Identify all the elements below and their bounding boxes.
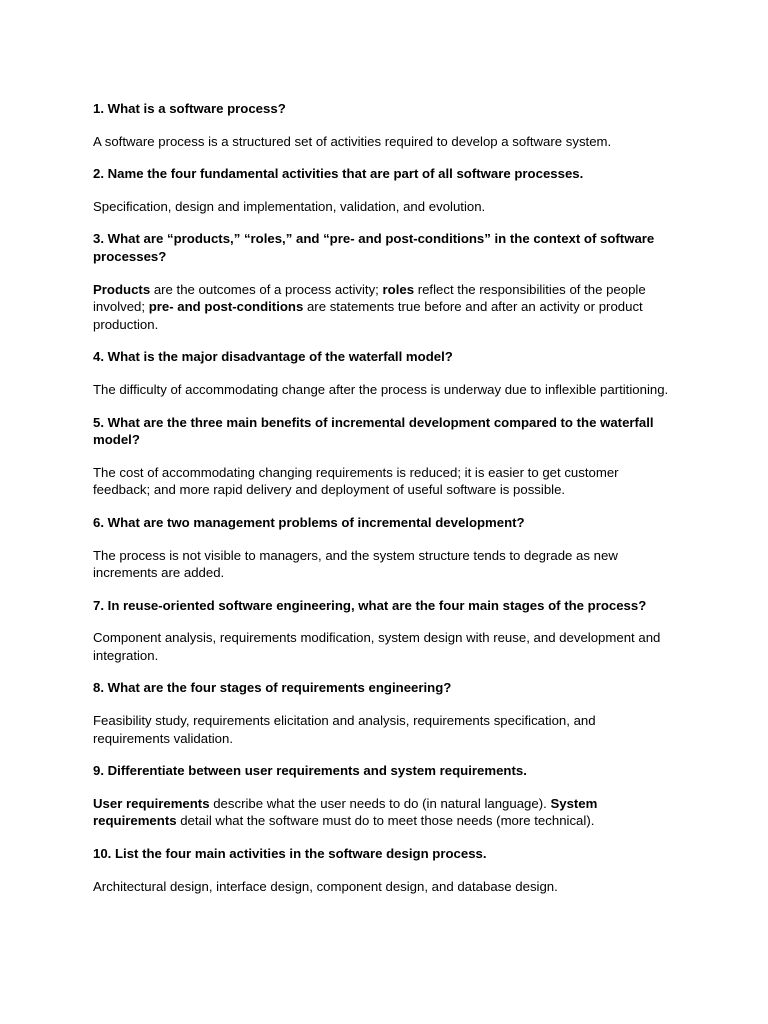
answer-text: Architectural design, interface design, component design, and database design. bbox=[93, 878, 558, 894]
answer-9 bbox=[93, 795, 673, 830]
answer-text: Specification, design and implementation, validation, and evolution. bbox=[93, 198, 486, 214]
answer-text: Component analysis, requirements modification, system design with reuse, and development and integration. bbox=[93, 630, 661, 663]
answer-text: The process is not visible to managers, and the system structure tends to degrade as new increments are added. bbox=[93, 547, 618, 581]
answer-bold-term: Products bbox=[93, 281, 151, 297]
question-10: 10. List the four main activities in the software design process. bbox=[93, 846, 487, 862]
answer-1 bbox=[93, 133, 673, 151]
answer-text: describe what the user needs to do (in natural language). bbox=[209, 795, 551, 811]
answer-text: are the outcomes of a process activity; bbox=[150, 281, 383, 297]
answer-bold-term: pre- and post-conditions bbox=[148, 299, 304, 315]
answer-bold-term: System requirements bbox=[93, 795, 598, 829]
question-2: 2. Name the four fundamental activities that are part of all software processes. bbox=[93, 166, 584, 182]
answer-bold-term: User requirements bbox=[93, 795, 210, 811]
answer-text: detail what the software must do to meet those needs (more technical). bbox=[176, 813, 595, 829]
answer-3 bbox=[93, 281, 673, 334]
answer-text: A software process is a structured set of activities required to develop a software system. bbox=[93, 133, 612, 149]
question-6: 6. What are two management problems of incremental development? bbox=[93, 514, 525, 530]
answer-10 bbox=[93, 878, 673, 896]
answer-text: The cost of accommodating changing requirements is reduced; it is easier to get customer feedback; and more rapid delivery and deployment of useful software is possible. bbox=[93, 464, 619, 498]
question-3: 3. What are “products,” “roles,” and “pre- and post-conditions” in the context of software processes? bbox=[93, 231, 655, 264]
question-7: 7. In reuse-oriented software engineering, what are the four main stages of the process? bbox=[93, 597, 647, 613]
answer-8 bbox=[93, 712, 673, 747]
question-9: 9. Differentiate between user requirements and system requirements. bbox=[93, 763, 527, 779]
answer-text: reflect the responsibilities of the people involved; bbox=[93, 281, 646, 315]
answer-2 bbox=[93, 198, 673, 216]
document-page bbox=[93, 100, 673, 910]
answer-7 bbox=[93, 629, 673, 664]
question-1: 1. What is a software process? bbox=[93, 101, 286, 116]
answer-4 bbox=[93, 381, 673, 399]
answer-text: are statements true before and after an activity or product production. bbox=[93, 299, 643, 332]
answer-bold-term: roles bbox=[382, 281, 415, 297]
question-8: 8. What are the four stages of requirements engineering? bbox=[93, 680, 452, 696]
answer-text: Feasibility study, requirements elicitation and analysis, requirements specification, and requirements validation. bbox=[93, 713, 596, 746]
answer-6 bbox=[93, 547, 673, 582]
question-4: 4. What is the major disadvantage of the waterfall model? bbox=[93, 349, 453, 365]
question-5: 5. What are the three main benefits of incremental development compared to the waterfall model? bbox=[93, 414, 654, 448]
answer-text: The difficulty of accommodating change after the process is underway due to inflexible partitioning. bbox=[93, 381, 669, 397]
answer-5 bbox=[93, 464, 673, 499]
